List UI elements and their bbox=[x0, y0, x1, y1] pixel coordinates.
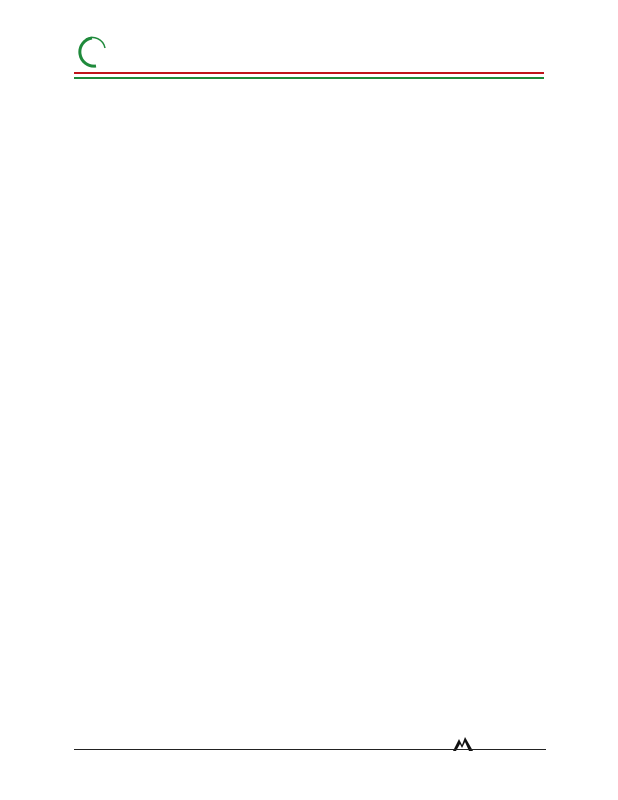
header-rule-red bbox=[74, 72, 544, 74]
sipc-logo bbox=[72, 36, 110, 68]
mactec-logo-icon bbox=[452, 735, 474, 753]
mactec-logo bbox=[452, 735, 476, 753]
sipc-logo-icon bbox=[72, 36, 110, 68]
footer-rule bbox=[74, 749, 546, 750]
header-rule-green bbox=[74, 77, 544, 79]
